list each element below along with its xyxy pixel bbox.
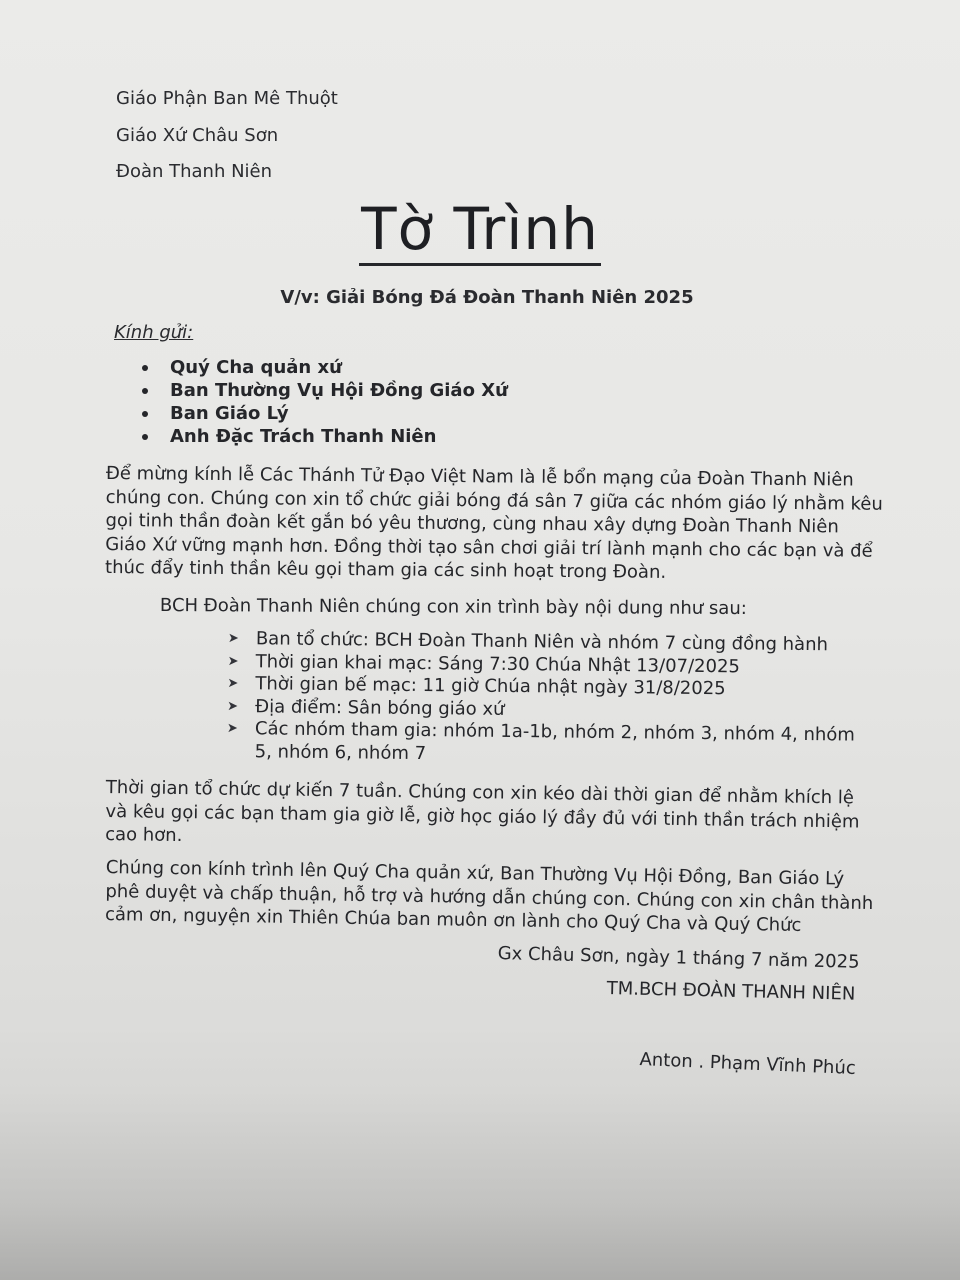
greeting: Kính gửi: [114, 322, 194, 343]
arrowhead-bullet-icon: ➤ [227, 630, 239, 647]
detail-text: Các nhóm tham gia: nhóm 1a-1b, nhóm 2, nhóm 3, nhóm 4, nhóm 5, nhóm 6, nhóm 7 [254, 718, 856, 764]
detail-list [227, 628, 868, 770]
recipient-list [140, 356, 508, 448]
recipient-item: Ban Giáo Lý [140, 402, 508, 425]
recipient-item: Quý Cha quản xứ [140, 356, 508, 379]
duration-paragraph: Thời gian tổ chức dự kiến 7 tuần. Chúng con xin kéo dài thời gian để nhằm khích lệ và kêu gọi các bạn tham gia giờ lễ, giờ học giáo lý đầy đủ với tinh thần trách nhiệm cao hơn. [105, 776, 860, 847]
on-behalf-line: TM.BCH ĐOÀN THANH NIÊN [606, 978, 856, 1005]
detail-item [227, 718, 867, 770]
detail-text: Địa điểm: Sân bóng giáo xứ [255, 695, 505, 720]
parish-name: Giáo Xứ Châu Sơn [116, 125, 279, 146]
arrowhead-bullet-icon: ➤ [226, 720, 238, 737]
group-name: Đoàn Thanh Niên [116, 161, 273, 182]
document-title-wrap [0, 196, 960, 262]
intro-line: BCH Đoàn Thanh Niên chúng con xin trình bày nội dung như sau: [159, 595, 747, 620]
recipient-item: Ban Thường Vụ Hội Đồng Giáo Xứ [140, 379, 508, 402]
detail-text: Ban tổ chức: BCH Đoàn Thanh Niên và nhóm 7 cùng đồng hành [255, 628, 829, 656]
detail-text: Thời gian bế mạc: 11 giờ Chúa nhật ngày 31/8/2025 [255, 673, 726, 700]
detail-text: Thời gian khai mạc: Sáng 7:30 Chúa Nhật 13/07/2025 [255, 650, 741, 677]
document-title: Tờ Trình [359, 195, 601, 266]
arrowhead-bullet-icon: ➤ [227, 653, 239, 669]
place-date: Gx Châu Sơn, ngày 1 tháng 7 năm 2025 [497, 943, 860, 973]
opening-paragraph: Để mừng kính lễ Các Thánh Tử Đạo Việt Nam là lễ bổn mạng của Đoàn Thanh Niên chúng con. Chúng con xin tổ chức giải bóng đá sân 7 giữa các nhóm giáo lý nhằm kêu gọi tinh thần đoàn kết gắn bó yêu thương, cùng nhau xây dựng Đoàn Thanh Niên Giáo Xứ vững mạnh hơn. Đồng thời tạo sân chơi giải trí lành mạnh cho các bạn và để thúc đẩy tinh thần kêu gọi tham gia các sinh hoạt trong Đoàn. [104, 462, 883, 583]
closing-paragraph: Chúng con kính trình lên Quý Cha quản xứ, Ban Thường Vụ Hội Đồng, Ban Giáo Lý phê duyệt và chấp thuận, hỗ trợ và hướng dẫn chúng con. Chúng con xin chân thành cảm ơn, nguyện xin Thiên Chúa ban muôn ơn lành cho Quý Cha và Quý Chức [104, 856, 874, 936]
subject-line: V/v: Giải Bóng Đá Đoàn Thanh Niên 2025 [280, 287, 694, 308]
arrowhead-bullet-icon: ➤ [227, 675, 239, 692]
diocese-name: Giáo Phận Ban Mê Thuột [116, 88, 338, 109]
recipient-item: Anh Đặc Trách Thanh Niên [140, 425, 508, 448]
arrowhead-bullet-icon: ➤ [227, 698, 239, 714]
page-shadow [0, 1090, 960, 1280]
signer-name: Anton . Phạm Vĩnh Phúc [639, 1049, 857, 1080]
